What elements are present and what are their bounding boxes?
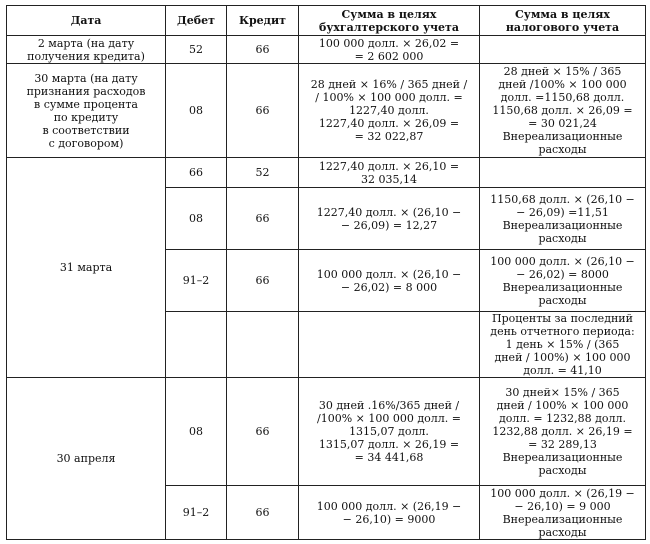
credit-cell (227, 312, 299, 378)
accounting-table (6, 5, 646, 540)
tax-cell: 28 дней × 15% / 365 дней /100% × 100 000 долл. =1150,68 долл. 1150,68 долл. × 26,09 = = 30 021,24 Внереализационные расходы (480, 64, 646, 158)
credit-cell: 66 (227, 378, 299, 486)
debit-cell: 08 (166, 378, 227, 486)
header-tax: Сумма в целях налогового учета (480, 6, 646, 36)
credit-cell: 66 (227, 64, 299, 158)
debit-cell (166, 312, 227, 378)
tax-cell (480, 36, 646, 64)
debit-cell: 66 (166, 158, 227, 188)
credit-cell: 66 (227, 250, 299, 312)
credit-cell: 66 (227, 486, 299, 540)
tax-cell: 100 000 долл. × (26,19 − − 26,10) = 9 000 Внереализационные расходы (480, 486, 646, 540)
table-row (7, 378, 646, 486)
header-row (7, 6, 646, 36)
debit-cell: 91–2 (166, 250, 227, 312)
accounting-cell: 1227,40 долл. × (26,10 − − 26,09) = 12,27 (299, 188, 480, 250)
accounting-cell: 1227,40 долл. × 26,10 = 32 035,14 (299, 158, 480, 188)
debit-cell: 91–2 (166, 486, 227, 540)
debit-cell: 52 (166, 36, 227, 64)
date-cell: 2 марта (на дату получения кредита) (7, 36, 166, 64)
debit-cell: 08 (166, 188, 227, 250)
header-accounting: Сумма в целях бухгалтерского учета (299, 6, 480, 36)
date-cell: 30 марта (на дату признания расходов в сумме процента по кредиту в соответствии с договором) (7, 64, 166, 158)
accounting-cell: 28 дней × 16% / 365 дней / / 100% × 100 000 долл. = 1227,40 долл. 1227,40 долл. × 26,09 = = 32 022,87 (299, 64, 480, 158)
header-date: Дата (7, 6, 166, 36)
date-cell: 31 марта (7, 158, 166, 378)
accounting-cell (299, 312, 480, 378)
tax-cell: Проценты за последний день отчетного периода: 1 день × 15% / (365 дней / 100%) × 100 000 долл. = 41,10 (480, 312, 646, 378)
table-row (7, 158, 646, 188)
debit-cell: 08 (166, 64, 227, 158)
header-credit: Кредит (227, 6, 299, 36)
tax-cell (480, 158, 646, 188)
accounting-cell: 30 дней .16%/365 дней / /100% × 100 000 долл. = 1315,07 долл. 1315,07 долл. × 26,19 = = 34 441,68 (299, 378, 480, 486)
date-cell: 30 апреля (7, 378, 166, 540)
table-row (7, 36, 646, 64)
tax-cell: 30 дней× 15% / 365 дней / 100% × 100 000 долл. = 1232,88 долл. 1232,88 долл. × 26,19 = = 32 289,13 Внереализационные расходы (480, 378, 646, 486)
credit-cell: 66 (227, 36, 299, 64)
credit-cell: 52 (227, 158, 299, 188)
tax-cell: 1150,68 долл. × (26,10 − − 26,09) =11,51 Внереализационные расходы (480, 188, 646, 250)
tax-cell: 100 000 долл. × (26,10 − − 26,02) = 8000 Внереализационные расходы (480, 250, 646, 312)
accounting-cell: 100 000 долл. × (26,10 − − 26,02) = 8 000 (299, 250, 480, 312)
table-row (7, 64, 646, 158)
credit-cell: 66 (227, 188, 299, 250)
accounting-cell: 100 000 долл. × 26,02 = = 2 602 000 (299, 36, 480, 64)
accounting-cell: 100 000 долл. × (26,19 − − 26,10) = 9000 (299, 486, 480, 540)
header-debit: Дебет (166, 6, 227, 36)
